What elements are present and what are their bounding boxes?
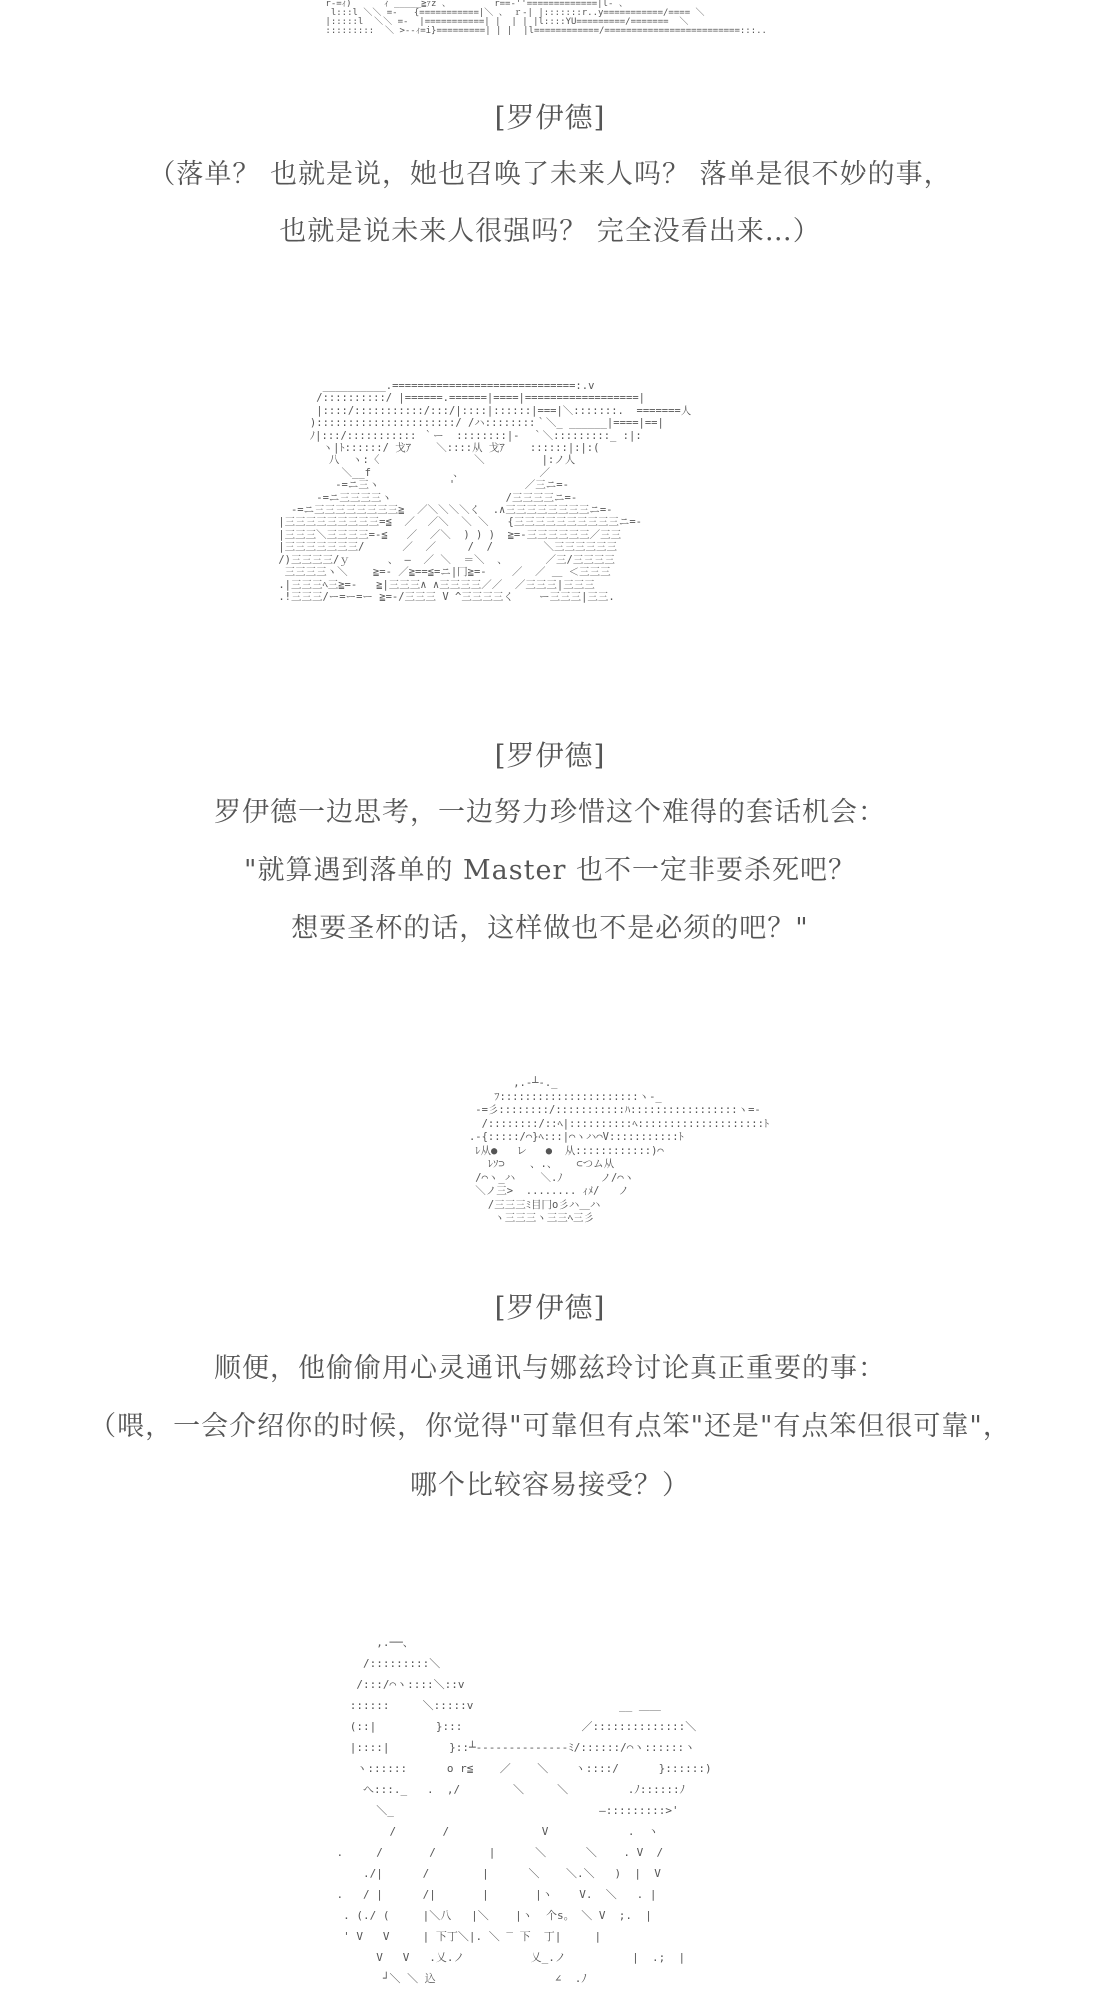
- dialogue-line: 也就是说未来人很强吗？ 完全没看出来…）: [279, 216, 821, 247]
- dialogue-line: （落单？ 也就是说，她也召唤了未来人吗？ 落单是很不妙的事，: [148, 159, 952, 190]
- dialogue-line: （喂，一会介绍你的时候，你觉得"可靠但有点笨"还是"有点笨但很可靠"，: [89, 1411, 1011, 1442]
- dialogue-line: "就算遇到落单的 Master 也不一定非要杀死吧？: [244, 855, 856, 886]
- speaker-label-1: [罗伊德]: [494, 101, 606, 134]
- ascii-art-4: ,.──、 /:::::::::＼ /:::/⌒ヽ::::＼::v :::::: ＼:::::v __ ＿＿ (::| }::: ／::::::::::::::＼ |::::| }::┴--------------ﾐ/::::::/⌒ヽ::::::ヽ ヽ:::::: o r≦ ／ ＼ ヽ::::/ }::::::) へ:::._ . ,/ ＼ ＼ .ﾉ::::::ﾉ ＼_ ―:::::::::>' / / V . ヽ . / / | ＼ ＼ . V / ./| / | ＼ ＼.＼ ) | V . / | /| | |ヽ V. ＼ . | . (./ ( |＼八 |＼ |ヽ 个s。 ＼ V ;. | ' V V | 下丁＼|. ＼ ‾ 下 丁| | V V .乂.ノ 乂_.ノ | .; | ┘＼ ＼ 込 ∠ .ﾉ: [336, 1636, 712, 1985]
- ascii-art-2: __________.=============================:.v /::::::::::/ |======.======|====|==================| |::::/:::::::::::/:::/|::::|::::::|===|＼:::::::. =======人 )::::::::::::::::::::::/ /ハ::::::::｀＼_ ______|====|==| ﾉ|:::/::::::::::: ｀ー ::::::::|- ｀＼:::::::::_ :|: ヽ|ﾄ::::::/ 戈ｱ ＼::::从 戈ｱ ::::::|:|:( 八 ヽ:〈 ＼ |:ノ人 ＼__f 、 ／ -=ニ三ヽ ' ／三ニ=- -=ニ三三三三ヽ /三三三三ニ=- -=ニ三三三三三三三三≧ ／＼＼＼＼く .∧三三三三三三三三ニ=- |三三三三三三三三三=≦ ／ ／＼ ＼ ＼ {三三三三三三三三三三ニ=- |三三三＼三三三三=-≦ ／ ／＼ ) ) ) ≧=-三三三三三三／三三 |三三三三三三三/ ／ ／ / / ＼三三三三三三 /)三三三三/ｙ 、 ― ／ ＼ ＝＼ 、 ／三/三三三三 三三三三ヽ＼ ≧=- ／≧==≦=ニ|冂≧=- ／ ／ ＿ ＜三三三 .|三三三ﾍ三≧=- ≧|三三三∧ ∧三三三三／／ ／三三三|三三三 .!三三三/ー=ー=ー ≧=-/三三三 V ^三三三三く ー三三三|三三.: [278, 380, 692, 603]
- speaker-label-3: [罗伊德]: [494, 1291, 606, 1324]
- dialogue-line: 哪个比较容易接受？）: [410, 1470, 690, 1501]
- dialogue-line: 想要圣杯的话，这样做也不是必须的吧？": [291, 913, 809, 944]
- dialogue-line: 顺便，他偷偷用心灵通讯与娜兹玲讨论真正重要的事：: [214, 1353, 886, 1384]
- speaker-label-2: [罗伊德]: [494, 739, 606, 772]
- dialogue-line: 罗伊德一边思考，一边努力珍惜这个难得的套话机会：: [214, 797, 886, 828]
- ascii-art-1: r-=ｨ) ｨ _____≧ｧz 、 r==-''=============|l- 、 l:::l ＼＼ =- {===========|＼ 、 ｒ-| |:::::::r..y===========/==== ＼ |:::::l ＼＼ =- |===========| | | | |l::::YU=========/======= ＼ ::::::::: ＼ >--ｨ=i}=========| | | |l============/=========================:::..: [325, 0, 767, 36]
- ascii-art-3: ,.-┴-._ ﾌ::::::::::::::::::::::ヽ-_ -=彡::::::::/:::::::::::ﾊ:::::::::::::::::ヽ=- /::::::::/::ﾍ|::::::::::ﾍ::::::::::::::::::::ﾄ .-{:::::/⌒}ﾍ:::|⌒ヽハ⌒V:::::::::::ﾄ ﾚ从● レ ● 从::::::::::::)⌒ ﾚｿ⊃ 、.、 ⊂つム从 /⌒ヽ_ハ ＼.ﾉ ノ/⌒ヽ ＼ノ三> ........ ｨﾒ/ ノ /三三三ﾐ目冂o彡ハ＿ハ ヽ三三三ヽ三三ﾍ三彡: [468, 1077, 770, 1224]
